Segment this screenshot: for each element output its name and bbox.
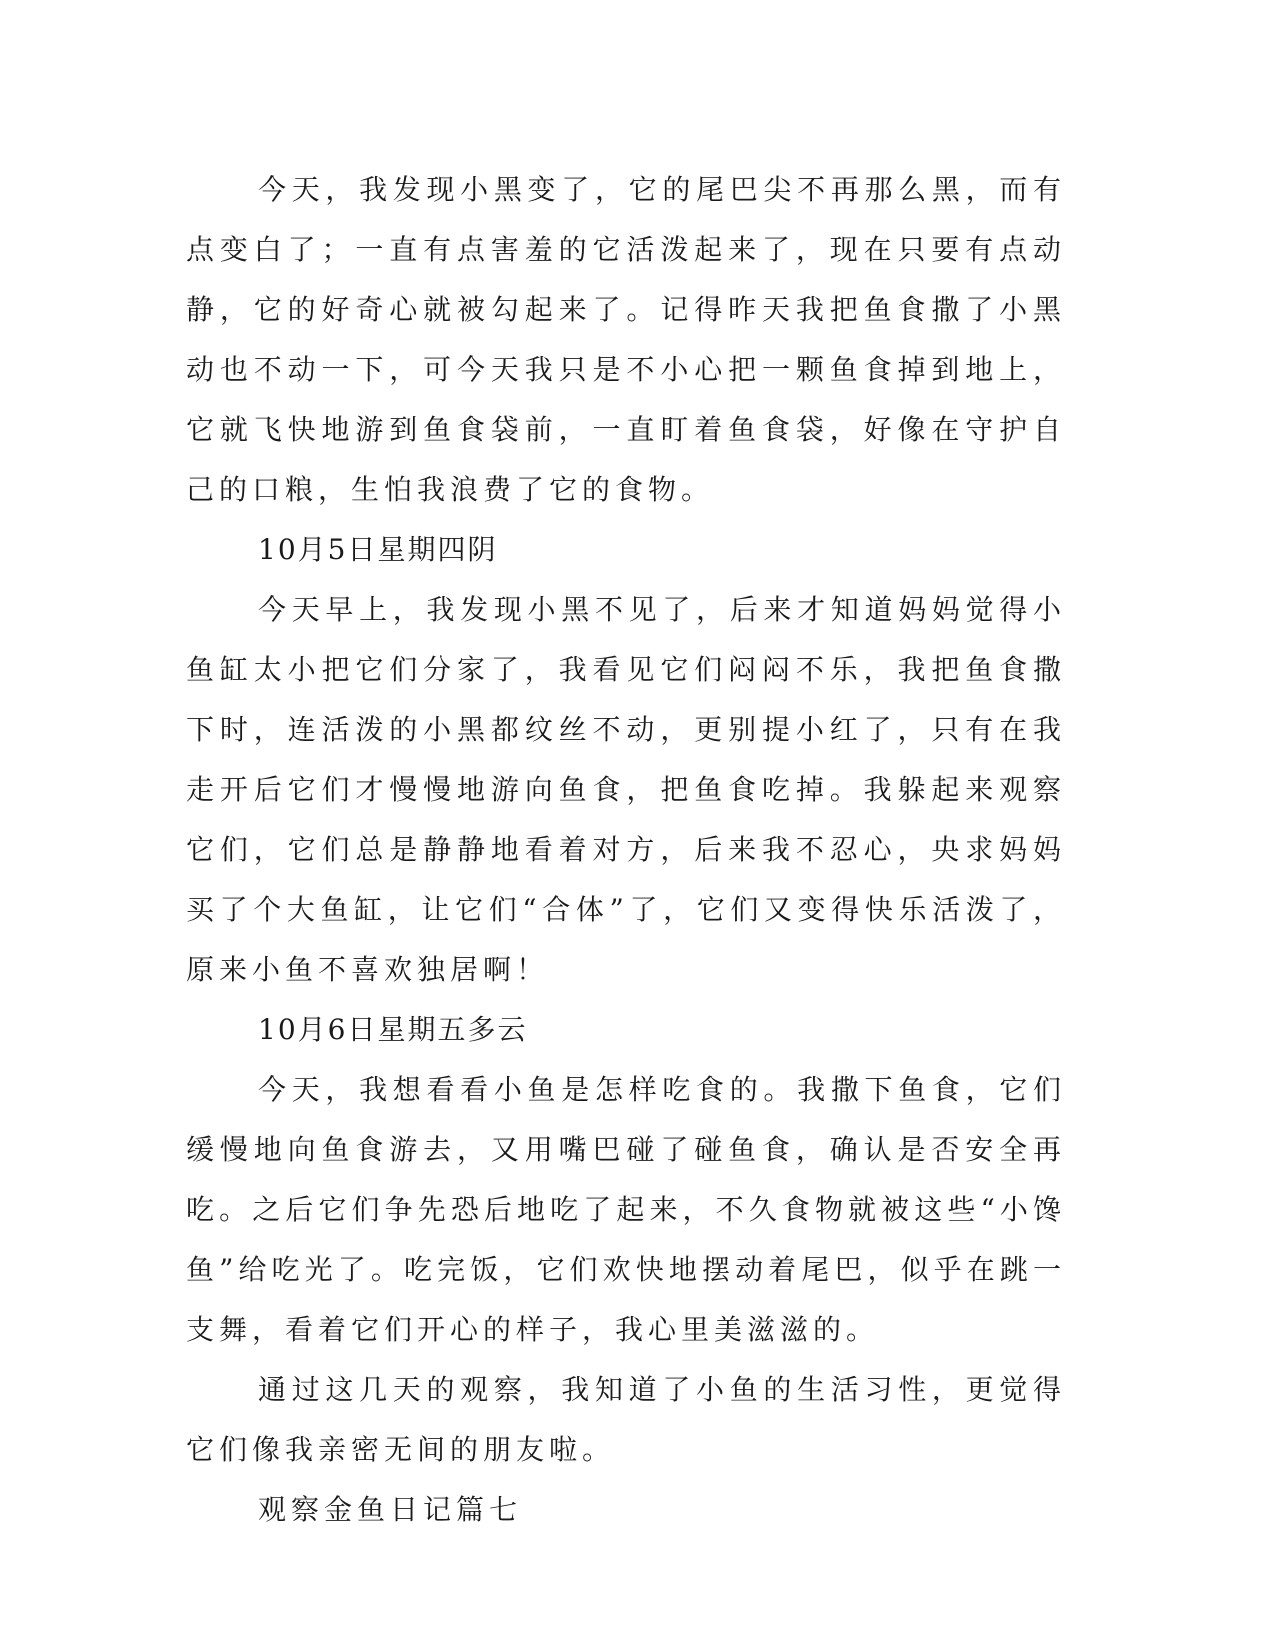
entry-body-paragraph: 今天，我发现小黑变了，它的尾巴尖不再那么黑，而有点变白了；一直有点害羞的它活泼起来了，现在只要有点动静，它的好奇心就被勾起来了。记得昨天我把鱼食撒了小黑动也不动一下，可今天我只是不小心把一颗鱼食掉到地上，它就飞快地游到鱼食袋前，一直盯着鱼食袋，好像在守护自己的口粮，生怕我浪费了它的食物。 — [186, 173, 1066, 506]
entry-date-line: 10月6日星期五多云 — [258, 1013, 528, 1046]
entry-body-paragraph: 今天早上，我发现小黑不见了，后来才知道妈妈觉得小鱼缸太小把它们分家了，我看见它们闷闷不乐，我把鱼食撒下时，连活泼的小黑都纹丝不动，更别提小红了，只有在我走开后它们才慢慢地游向鱼食，把鱼食吃掉。我躲起来观察它们，它们总是静静地看着对方，后来我不忍心，央求妈妈买了个大鱼缸，让它们“合体”了，它们又变得快乐活泼了，原来小鱼不喜欢独居啊！ — [186, 593, 1066, 986]
document-page — [186, 160, 1066, 1540]
conclusion-paragraph: 通过这几天的观察，我知道了小鱼的生活习性，更觉得它们像我亲密无间的朋友啦。 — [186, 1373, 1066, 1466]
entry-body-paragraph: 今天，我想看看小鱼是怎样吃食的。我撒下鱼食，它们缓慢地向鱼食游去，又用嘴巴碰了碰鱼食，确认是否安全再吃。之后它们争先恐后地吃了起来，不久食物就被这些“小馋鱼”给吃光了。吃完饭，它们欢快地摆动着尾巴，似乎在跳一支舞，看着它们开心的样子，我心里美滋滋的。 — [186, 1073, 1066, 1346]
entry-date-line: 10月5日星期四阴 — [258, 533, 498, 566]
next-section-title: 观察金鱼日记篇七 — [258, 1493, 523, 1526]
